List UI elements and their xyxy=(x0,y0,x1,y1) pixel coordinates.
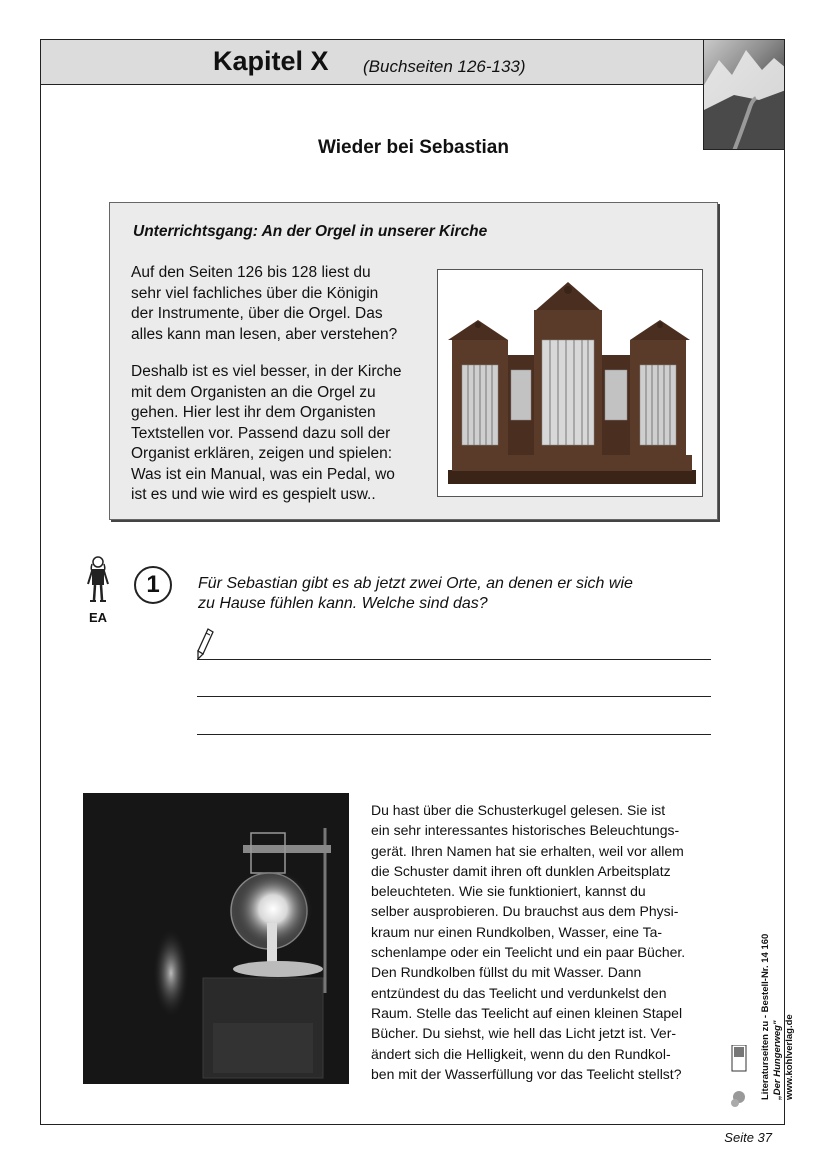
schusterkugel-photo xyxy=(83,793,349,1084)
answer-line-3[interactable] xyxy=(197,734,711,735)
series-order-number: Literaturseiten zu - Bestell-Nr. 14 160 xyxy=(760,933,771,1100)
answer-line-2[interactable] xyxy=(197,696,711,697)
publisher-logo xyxy=(730,1045,748,1109)
schusterkugel-text: Du hast über die Schusterkugel gelesen. Sie ist ein sehr interessantes historisches Beleuchtungs- gerät. Ihren Namen hat sie erhalten, weil vor allem die Schuster damit ihren oft dunklen Arbeitsplatz beleuchteten. Wie sie funktioniert, kannst du selber ausprobieren. Du brauchst aus dem Physi- kraum nur einen Rundkolben, Wasser, eine Ta- schenlampe oder ein Teelicht und ein paar Bücher. Den Rundkolben füllst du mit Wasser. Dann entzündest du das Teelicht und verdunkelst den Raum. Stelle das Teelicht auf einen kleinen Stapel Bücher. Du siehst, wie hell das Licht jetzt ist. Ver- ändert sich die Helligkeit, wenn du den Rundkol- ben mit der Wasserfüllung vor das Teelicht stellst? xyxy=(371,802,686,1082)
book-pages: (Buchseiten 126-133) xyxy=(363,57,526,76)
pencil-icon xyxy=(197,628,215,660)
info-box xyxy=(109,202,718,520)
box-paragraph-1: Auf den Seiten 126 bis 128 liest du sehr viel fachliches über die Königin der Instrumente, über die Orgel. Das alles kann man lesen, aber verstehen? xyxy=(131,264,398,343)
chapter-header xyxy=(40,39,704,85)
publisher-url[interactable]: www.kohlverlag.de xyxy=(784,1014,795,1100)
page-number: Seite 37 xyxy=(724,1130,772,1145)
page-title: Wieder bei Sebastian xyxy=(318,137,509,158)
publisher-info xyxy=(760,800,796,1100)
book-title: „Der Hungerweg" xyxy=(772,1020,783,1100)
task-question: Für Sebastian gibt es ab jetzt zwei Orte, an denen er sich wie zu Hause fühlen kann. Welche sind das? xyxy=(198,575,633,612)
person-icon xyxy=(84,556,112,604)
answer-line-1[interactable] xyxy=(197,659,711,660)
mountain-photo xyxy=(703,39,785,150)
box-paragraph-2: Deshalb ist es viel besser, in der Kirche mit dem Organisten an die Orgel zu gehen. Hier lest ihr dem Organisten Textstellen vor. Passend dazu soll der Organist erklären, zeigen und spielen: Was ist ein Manual, was ein Pedal, wo ist es und wie wird es gespielt usw.. xyxy=(131,363,402,503)
box-heading: Unterrichtsgang: An der Orgel in unserer Kirche xyxy=(133,223,488,240)
work-mode-label: EA xyxy=(88,610,108,625)
chapter-title: Kapitel X xyxy=(213,46,329,76)
task-number: 1 xyxy=(134,566,172,604)
organ-image xyxy=(437,269,703,497)
individual-work-indicator xyxy=(84,556,112,625)
